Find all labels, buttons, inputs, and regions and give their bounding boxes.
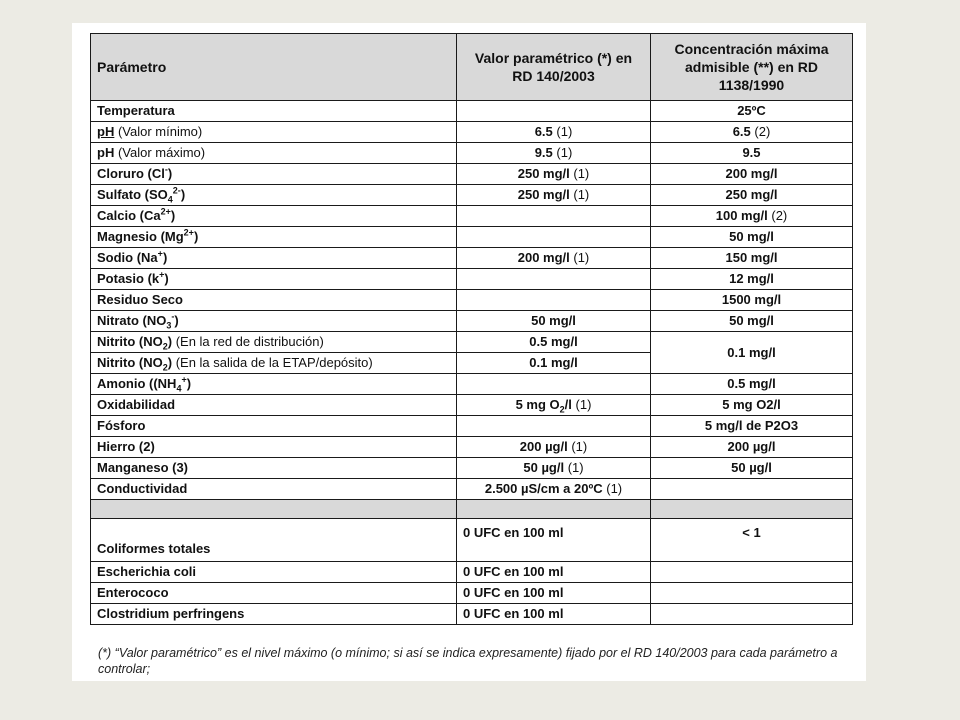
param-conc — [651, 479, 853, 500]
param-valor: 50 mg/l — [457, 311, 651, 332]
table-row — [91, 185, 853, 206]
param-valor: 6.5 (1) — [457, 122, 651, 143]
table-row — [91, 269, 853, 290]
param-valor: 5 mg $O_2/l$ (1) — [457, 395, 651, 416]
param-valor — [457, 374, 651, 395]
param-conc: 9.5 — [651, 143, 853, 164]
spacer-cell — [91, 500, 457, 519]
param-valor — [457, 227, 651, 248]
param-conc: 200 µg/l — [651, 437, 853, 458]
table-row — [91, 143, 853, 164]
param-valor: 200 mg/l (1) — [457, 248, 651, 269]
param-conc: 50 µg/l — [651, 458, 853, 479]
param-valor: 0.1 mg/l — [457, 353, 651, 374]
table-row — [91, 458, 853, 479]
param-valor: 0.5 mg/l — [457, 332, 651, 353]
param-conc: 0.1 mg/l — [651, 332, 853, 374]
param-conc: 25ºC — [651, 101, 853, 122]
param-name: Nitrato $(NO_3^-)$ — [91, 311, 457, 332]
param-conc: 150 mg/l — [651, 248, 853, 269]
param-name: Conductividad — [91, 479, 457, 500]
param-valor: 0 UFC en 100 ml — [457, 583, 651, 604]
param-valor: 0 UFC en 100 ml — [457, 562, 651, 583]
param-conc: 100 mg/l (2) — [651, 206, 853, 227]
header-valor-parametrico: Valor paramétrico (*) en RD 140/2003 — [457, 34, 651, 101]
table-row — [91, 122, 853, 143]
header-parametro: Parámetro — [91, 34, 457, 101]
param-conc: 200 mg/l — [651, 164, 853, 185]
param-valor: 200 µg/l (1) — [457, 437, 651, 458]
table-row — [91, 206, 853, 227]
param-valor: 250 mg/l (1) — [457, 185, 651, 206]
param-name: Sodio (Na+) — [91, 248, 457, 269]
param-conc: 50 mg/l — [651, 227, 853, 248]
table-row — [91, 479, 853, 500]
table-row — [91, 101, 853, 122]
param-name: Escherichia coli — [91, 562, 457, 583]
param-conc: < 1 — [651, 519, 853, 562]
param-conc — [651, 583, 853, 604]
param-name: Fósforo — [91, 416, 457, 437]
param-conc: 1500 mg/l — [651, 290, 853, 311]
param-name: pH (Valor mínimo) — [91, 122, 457, 143]
header-concentracion-maxima: Concentración máxima admisible (**) en RD 1138/1990 — [651, 34, 853, 101]
param-conc: 50 mg/l — [651, 311, 853, 332]
table-row — [91, 164, 853, 185]
table-row — [91, 311, 853, 332]
table-row — [91, 519, 853, 562]
param-name: Magnesio $(Mg^{2+})$ — [91, 227, 457, 248]
param-conc — [651, 562, 853, 583]
table-row — [91, 248, 853, 269]
param-valor: 50 µg/l (1) — [457, 458, 651, 479]
param-conc: 5 mg/l de P2O3 — [651, 416, 853, 437]
param-name: Cloruro (Cl-) — [91, 164, 457, 185]
param-conc: 12 mg/l — [651, 269, 853, 290]
param-valor: 9.5 (1) — [457, 143, 651, 164]
param-name: Calcio $(Ca^{2+})$ — [91, 206, 457, 227]
param-name: Nitrito $(NO_2)$ (En la red de distribución) — [91, 332, 457, 353]
footnote: (*) “Valor paramétrico” es el nivel máximo (o mínimo; si así se indica expresamente) fijado por el RD 140/2003 para cada parámetro a controlar; — [98, 646, 838, 676]
param-conc: 6.5 (2) — [651, 122, 853, 143]
table-row — [91, 604, 853, 625]
table-row — [91, 395, 853, 416]
spacer-cell — [651, 500, 853, 519]
param-name: Nitrito $(NO_2)$ (En la salida de la ETAP/depósito) — [91, 353, 457, 374]
param-name: Oxidabilidad — [91, 395, 457, 416]
param-valor: 250 mg/l (1) — [457, 164, 651, 185]
param-name: Hierro (2) — [91, 437, 457, 458]
param-name: pH (Valor máximo) — [91, 143, 457, 164]
param-valor: 0 UFC en 100 ml — [457, 604, 651, 625]
param-name: Sulfato $(SO_4^{2-})$ — [91, 185, 457, 206]
spacer-cell — [457, 500, 651, 519]
table-header-row — [91, 34, 853, 101]
param-conc — [651, 604, 853, 625]
param-name: Amonio ($(NH_4^+)$ — [91, 374, 457, 395]
table-row — [91, 374, 853, 395]
param-name: Temperatura — [91, 101, 457, 122]
param-conc: 5 mg O2/l — [651, 395, 853, 416]
param-conc: 250 mg/l — [651, 185, 853, 206]
param-name: Enterococo — [91, 583, 457, 604]
param-valor — [457, 290, 651, 311]
param-valor — [457, 416, 651, 437]
param-valor: 0 UFC en 100 ml — [457, 519, 651, 562]
table-row — [91, 583, 853, 604]
table-row — [91, 562, 853, 583]
param-conc: 0.5 mg/l — [651, 374, 853, 395]
param-valor — [457, 206, 651, 227]
table-row — [91, 227, 853, 248]
table-row — [91, 332, 853, 353]
table-spacer-row — [91, 500, 853, 519]
parameters-table — [90, 33, 853, 625]
param-name: Manganeso (3) — [91, 458, 457, 479]
param-valor: 2.500 µS/cm a 20ºC (1) — [457, 479, 651, 500]
param-name: Clostridium perfringens — [91, 604, 457, 625]
table-row — [91, 416, 853, 437]
param-valor — [457, 269, 651, 290]
table-row — [91, 437, 853, 458]
document-page — [72, 23, 866, 681]
param-name: Residuo Seco — [91, 290, 457, 311]
param-name: Coliformes totales — [91, 519, 457, 562]
table-row — [91, 290, 853, 311]
param-name: Potasio (k+) — [91, 269, 457, 290]
param-valor — [457, 101, 651, 122]
